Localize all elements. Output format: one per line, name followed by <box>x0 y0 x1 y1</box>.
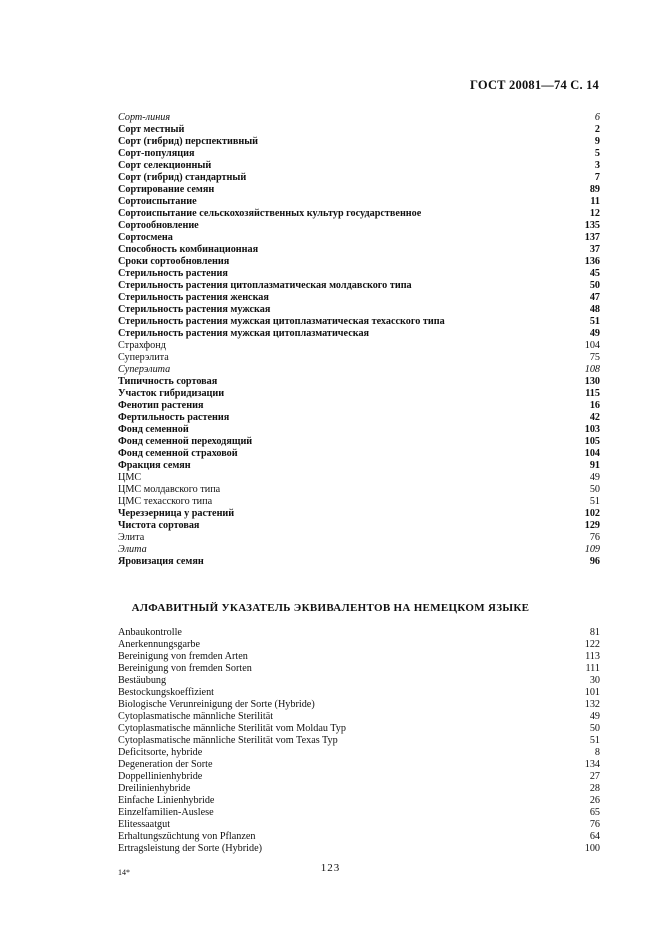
index-page-number: 28 <box>589 783 600 794</box>
index-entry <box>118 831 600 843</box>
index-page-number: 27 <box>589 771 600 782</box>
index-term: ЦМС молдавского типа <box>118 484 221 495</box>
index-entry <box>118 843 600 855</box>
index-page-number: 103 <box>584 424 600 435</box>
index-term: Фонд семенной переходящий <box>118 436 253 447</box>
index-term: Участок гибридизации <box>118 388 225 399</box>
index-page-number: 49 <box>589 328 600 339</box>
index-entry <box>118 232 600 244</box>
index-entry <box>118 292 600 304</box>
index-entry <box>118 711 600 723</box>
index-term: Einzelfamilien-Auslese <box>118 807 214 818</box>
index-page-number: 122 <box>584 639 600 650</box>
index-page-number: 115 <box>585 388 600 399</box>
index-term: Фенотип растения <box>118 400 204 411</box>
index-term: Сортоиспытание <box>118 196 197 207</box>
index-entry <box>118 508 600 520</box>
index-entry <box>118 316 600 328</box>
index-entry <box>118 148 600 160</box>
index-page-number: 91 <box>589 460 600 471</box>
index-term: Cytoplasmatische männliche Sterilität vom Moldau Typ <box>118 723 346 734</box>
german-index-title: АЛФАВИТНЫЙ УКАЗАТЕЛЬ ЭКВИВАЛЕНТОВ НА НЕМЕЦКОМ ЯЗЫКЕ <box>131 602 530 614</box>
index-entry <box>118 388 600 400</box>
index-entry <box>118 208 600 220</box>
index-term: Фертильность растения <box>118 412 230 423</box>
index-page-number: 101 <box>584 687 600 698</box>
index-term: Сорт селекционный <box>118 160 212 171</box>
index-term: Elitessaatgut <box>118 819 171 830</box>
index-page-number: 2 <box>594 124 600 135</box>
index-entry <box>118 675 600 687</box>
index-term: Deficitsorte, hybride <box>118 747 203 758</box>
index-page-number: 11 <box>590 196 600 207</box>
index-term: Стерильность растения мужская <box>118 304 271 315</box>
index-term: Ertragsleistung der Sorte (Hybride) <box>118 843 262 854</box>
index-entry <box>118 124 600 136</box>
index-term: Cytoplasmatische männliche Sterilität <box>118 711 274 722</box>
index-page-number: 51 <box>589 316 600 327</box>
index-term: Anbaukontrolle <box>118 627 182 638</box>
index-page-number: 102 <box>584 508 600 519</box>
index-page-number: 48 <box>589 304 600 315</box>
index-term: Чистота сортовая <box>118 520 200 531</box>
index-entry <box>118 639 600 651</box>
index-term: Сорт (гибрид) стандартный <box>118 172 247 183</box>
index-page-number: 75 <box>589 352 600 363</box>
index-entry <box>118 244 600 256</box>
index-page-number: 12 <box>589 208 600 219</box>
index-term: Фонд семенной <box>118 424 189 435</box>
index-page-number: 81 <box>589 627 600 638</box>
page-header: ГОСТ 20081—74 С. 14 <box>470 78 599 92</box>
index-entry <box>118 328 600 340</box>
index-entry <box>118 220 600 232</box>
index-page-number: 50 <box>589 484 600 495</box>
index-entry <box>118 304 600 316</box>
index-page-number: 50 <box>589 723 600 734</box>
index-term: Anerkennungsgarbe <box>118 639 201 650</box>
index-term: Сортосмена <box>118 232 173 243</box>
index-page-number: 108 <box>584 364 600 375</box>
index-entry <box>118 747 600 759</box>
index-page-number: 6 <box>594 112 600 123</box>
index-page-number: 136 <box>584 256 600 267</box>
index-term: Bestäubung <box>118 675 167 686</box>
index-term: Dreilinienhybride <box>118 783 191 794</box>
index-term: Стерильность растения мужская цитоплазматическая <box>118 328 370 339</box>
index-page-number: 109 <box>584 544 600 555</box>
russian-index-list <box>118 112 600 568</box>
index-term: Страхфонд <box>118 340 166 351</box>
index-entry <box>118 663 600 675</box>
index-term: Стерильность растения цитоплазматическая молдавского типа <box>118 280 412 291</box>
index-entry <box>118 196 600 208</box>
index-entry <box>118 160 600 172</box>
index-entry <box>118 735 600 747</box>
index-page-number: 104 <box>584 340 600 351</box>
index-page-number: 96 <box>589 556 600 567</box>
index-entry <box>118 376 600 388</box>
index-page-number: 45 <box>589 268 600 279</box>
index-page-number: 16 <box>589 400 600 411</box>
index-term: Стерильность растения мужская цитоплазматическая техасского типа <box>118 316 445 327</box>
index-entry <box>118 807 600 819</box>
index-entry <box>118 496 600 508</box>
index-term: ЦМС <box>118 472 142 483</box>
index-page-number: 8 <box>594 747 600 758</box>
index-term: Яровизация семян <box>118 556 204 567</box>
index-page-number: 105 <box>584 436 600 447</box>
index-entry <box>118 627 600 639</box>
index-term: Суперэлита <box>118 364 171 375</box>
index-term: Doppellinienhybride <box>118 771 203 782</box>
index-term: Типичность сортовая <box>118 376 218 387</box>
index-page-number: 64 <box>589 831 600 842</box>
index-term: Сорт (гибрид) перспективный <box>118 136 259 147</box>
index-page-number: 42 <box>589 412 600 423</box>
index-page-number: 50 <box>589 280 600 291</box>
index-page-number: 76 <box>589 819 600 830</box>
index-term: Стерильность растения женская <box>118 292 269 303</box>
index-entry <box>118 771 600 783</box>
index-page-number: 37 <box>589 244 600 255</box>
index-page-number: 104 <box>584 448 600 459</box>
index-entry <box>118 112 600 124</box>
index-page-number: 26 <box>589 795 600 806</box>
index-term: Элита <box>118 544 147 555</box>
index-term: ЦМС техасского типа <box>118 496 213 507</box>
index-page-number: 9 <box>594 136 600 147</box>
index-term: Сортирование семян <box>118 184 215 195</box>
index-page-number: 51 <box>589 735 600 746</box>
index-term: Сорт местный <box>118 124 185 135</box>
index-page-number: 47 <box>589 292 600 303</box>
index-page-number: 132 <box>584 699 600 710</box>
index-entry <box>118 819 600 831</box>
index-entry <box>118 484 600 496</box>
index-entry <box>118 352 600 364</box>
index-term: Biologische Verunreinigung der Sorte (Hybride) <box>118 699 315 710</box>
index-term: Способность комбинационная <box>118 244 259 255</box>
index-entry <box>118 795 600 807</box>
index-entry <box>118 268 600 280</box>
index-term: Сортоиспытание сельскохозяйственных культур государственное <box>118 208 422 219</box>
index-page-number: 134 <box>584 759 600 770</box>
index-entry <box>118 460 600 472</box>
index-page-number: 3 <box>594 160 600 171</box>
index-entry <box>118 651 600 663</box>
signature-mark: 14* <box>118 868 130 877</box>
index-page-number: 100 <box>584 843 600 854</box>
index-page-number: 5 <box>594 148 600 159</box>
index-entry <box>118 424 600 436</box>
index-page-number: 51 <box>589 496 600 507</box>
index-entry <box>118 400 600 412</box>
index-term: Bereinigung von fremden Arten <box>118 651 248 662</box>
index-term: Сорт-популяция <box>118 148 195 159</box>
index-entry <box>118 364 600 376</box>
index-entry <box>118 280 600 292</box>
index-entry <box>118 472 600 484</box>
index-page-number: 49 <box>589 711 600 722</box>
index-term: Сроки сортообновления <box>118 256 230 267</box>
index-page-number: 137 <box>584 232 600 243</box>
index-term: Einfache Linienhybride <box>118 795 215 806</box>
index-page-number: 65 <box>589 807 600 818</box>
index-page-number: 30 <box>589 675 600 686</box>
index-page-number: 76 <box>589 532 600 543</box>
index-page-number: 130 <box>584 376 600 387</box>
index-term: Фонд семенной страховой <box>118 448 238 459</box>
index-entry <box>118 520 600 532</box>
index-term: Элита <box>118 532 145 543</box>
index-entry <box>118 256 600 268</box>
index-entry <box>118 532 600 544</box>
index-page-number: 7 <box>594 172 600 183</box>
index-entry <box>118 184 600 196</box>
page-number: 123 <box>320 862 341 874</box>
index-term: Degeneration der Sorte <box>118 759 213 770</box>
index-page-number: 129 <box>584 520 600 531</box>
index-entry <box>118 723 600 735</box>
index-page-number: 89 <box>589 184 600 195</box>
index-entry <box>118 544 600 556</box>
index-entry <box>118 699 600 711</box>
index-term: Bereinigung von fremden Sorten <box>118 663 252 674</box>
index-entry <box>118 340 600 352</box>
index-entry <box>118 556 600 568</box>
index-page-number: 135 <box>584 220 600 231</box>
index-entry <box>118 436 600 448</box>
german-index-list <box>118 627 600 855</box>
index-entry <box>118 136 600 148</box>
index-entry <box>118 448 600 460</box>
index-entry <box>118 172 600 184</box>
index-entry <box>118 412 600 424</box>
index-term: Сорт-линия <box>118 112 171 123</box>
index-entry <box>118 783 600 795</box>
index-term: Фракция семян <box>118 460 191 471</box>
index-page-number: 111 <box>585 663 600 674</box>
index-term: Суперэлита <box>118 352 169 363</box>
index-term: Черезэерница у растений <box>118 508 235 519</box>
index-term: Bestockungskoeffizient <box>118 687 215 698</box>
index-term: Стерильность растения <box>118 268 228 279</box>
index-term: Сортообновление <box>118 220 199 231</box>
index-page-number: 113 <box>585 651 600 662</box>
index-page-number: 49 <box>589 472 600 483</box>
index-term: Cytoplasmatische männliche Sterilität vom Texas Typ <box>118 735 338 746</box>
index-entry <box>118 759 600 771</box>
index-term: Erhaltungszüchtung von Pflanzen <box>118 831 256 842</box>
index-entry <box>118 687 600 699</box>
